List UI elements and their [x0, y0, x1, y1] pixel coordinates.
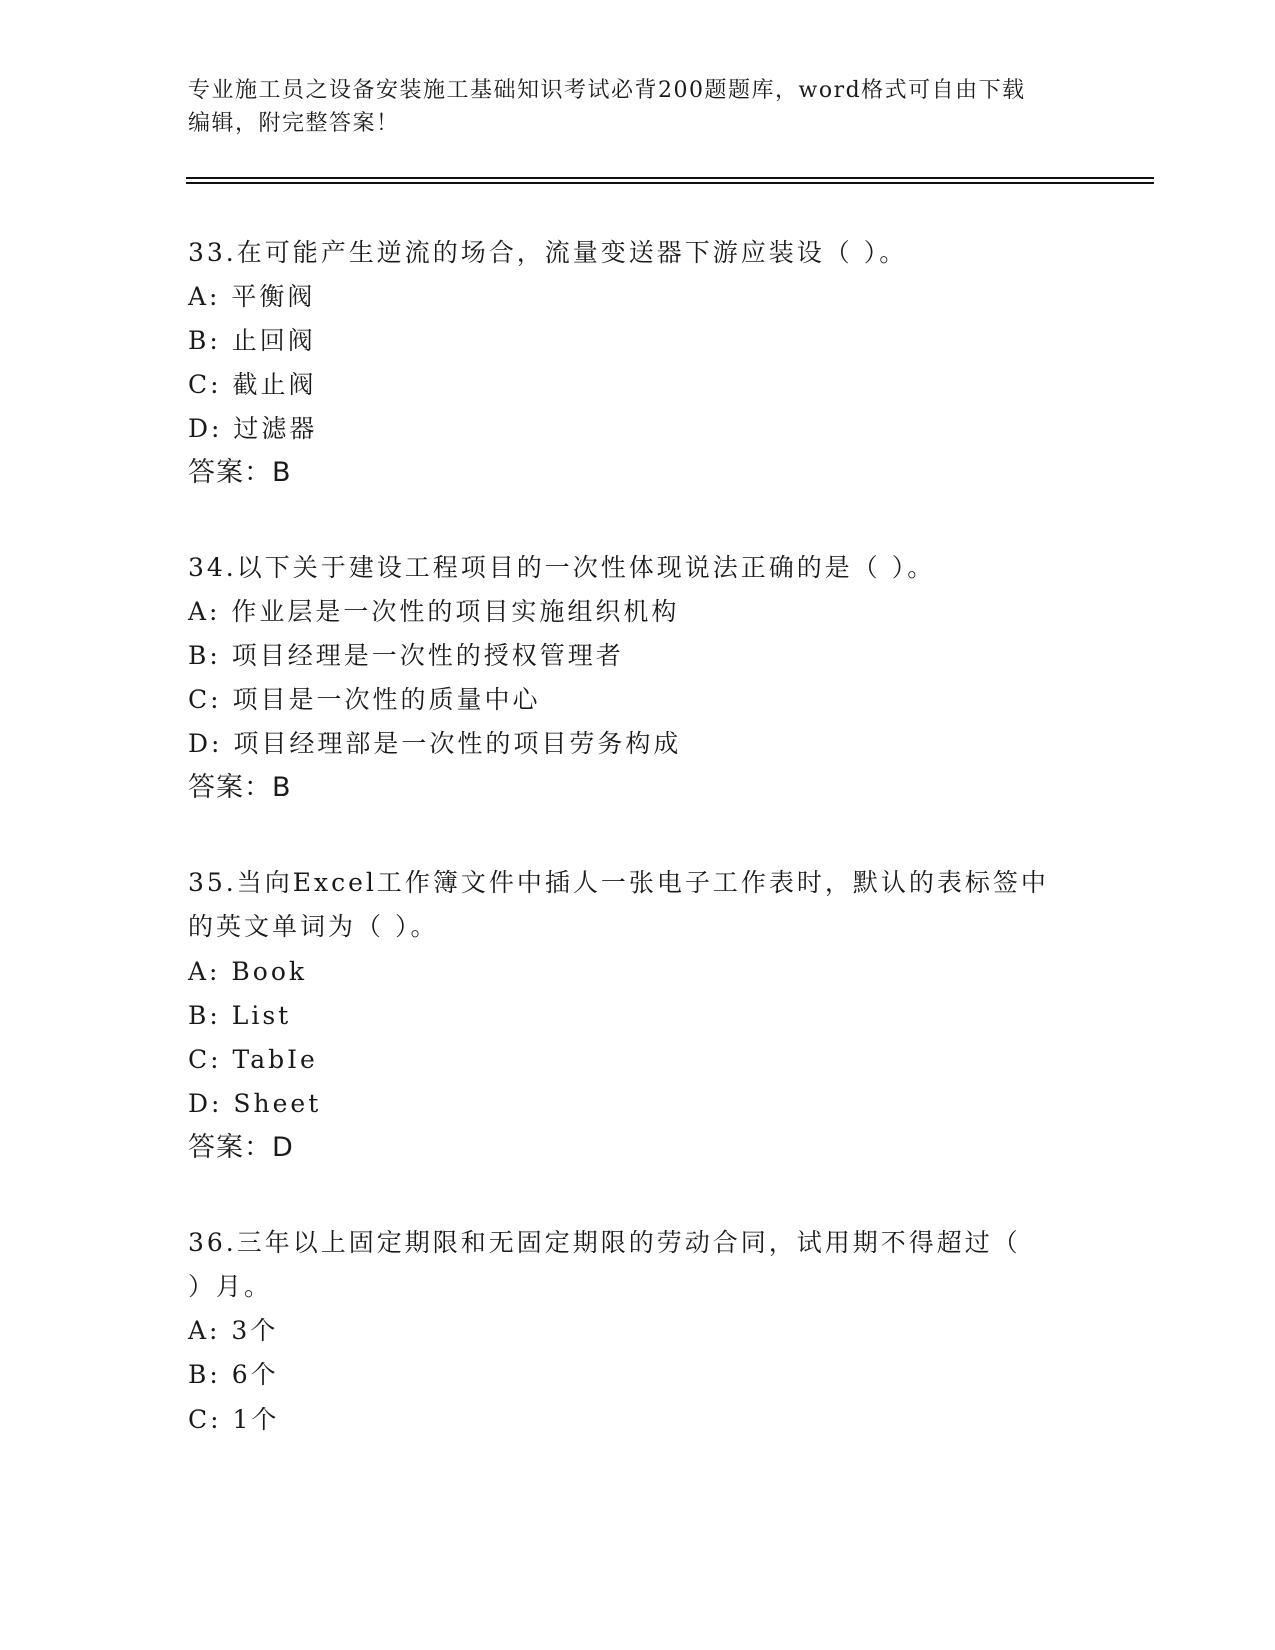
option-b: B: 止回阀 [188, 326, 316, 355]
option-c: C: 1个 [188, 1405, 280, 1434]
question-stem-line-2: 的英文单词为（ ）。 [188, 912, 439, 941]
answer-label: 答案：D [188, 1132, 294, 1163]
option-b: B: 项目经理是一次性的授权管理者 [188, 641, 624, 670]
question-stem-line-1: 36.三年以上固定期限和无固定期限的劳动合同，试用期不得超过（ [188, 1228, 1021, 1257]
option-c: C: TabIe [188, 1045, 318, 1074]
option-d: D: 项目经理部是一次性的项目劳务构成 [188, 729, 682, 758]
option-d: D: 过滤器 [188, 414, 318, 443]
option-a: A: Book [188, 957, 308, 986]
option-c: C: 项目是一次性的质量中心 [188, 685, 541, 714]
header-divider-bottom [186, 182, 1154, 184]
question-stem: 33.在可能产生逆流的场合，流量变送器下游应装设（ ）。 [188, 238, 908, 267]
header-line-2: 编辑，附完整答案！ [188, 111, 400, 136]
header-line-1: 专业施工员之设备安装施工基础知识考试必背200题题库，word格式可自由下载 [188, 78, 1026, 103]
option-b: B: List [188, 1001, 292, 1030]
option-b: B: 6个 [188, 1360, 279, 1389]
question-stem-line-1: 35.当向Excel工作簿文件中插人一张电子工作表时，默认的表标签中 [188, 868, 1049, 897]
question-stem: 34.以下关于建设工程项目的一次性体现说法正确的是（ ）。 [188, 553, 936, 582]
option-a: A: 3个 [188, 1316, 279, 1345]
question-stem-line-2: ）月。 [188, 1272, 273, 1301]
answer-label: 答案：B [188, 772, 292, 803]
option-a: A: 平衡阀 [188, 282, 316, 311]
header-divider-top [186, 177, 1154, 179]
option-c: C: 截止阀 [188, 370, 317, 399]
answer-label: 答案：B [188, 457, 292, 488]
option-d: D: Sheet [188, 1089, 322, 1118]
document-header [188, 74, 1088, 140]
option-a: A: 作业层是一次性的项目实施组织机构 [188, 597, 680, 626]
